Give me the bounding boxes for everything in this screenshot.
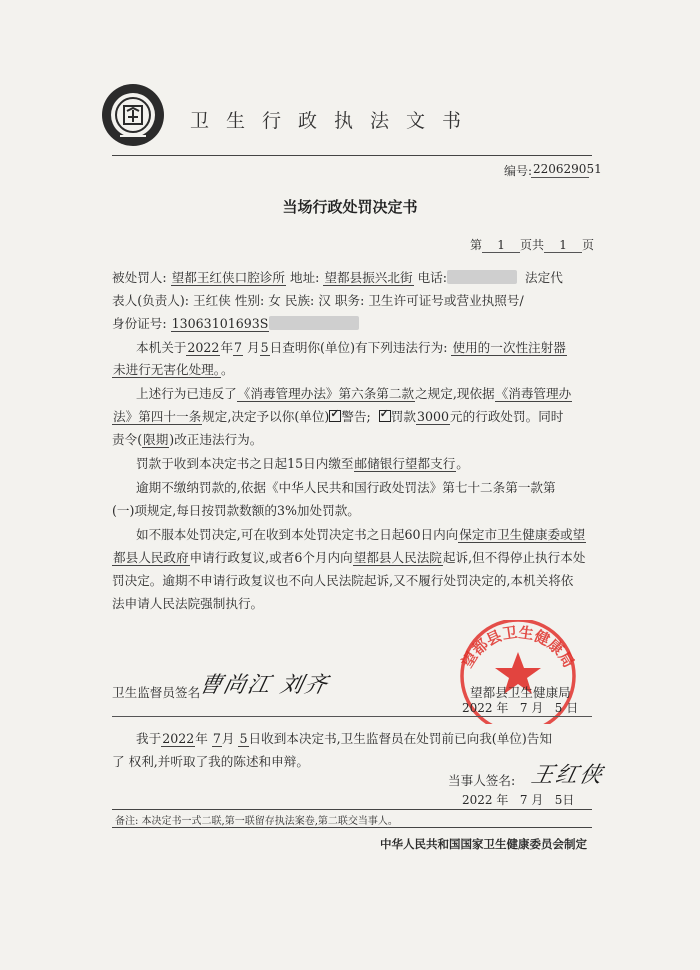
serial-underline [531,177,589,178]
respondent-address: 望都县振兴北街 [324,270,413,285]
redacted-phone [447,270,517,284]
receipt-date-year: 2022 [462,793,493,807]
p1-day: 5 [260,340,269,355]
p1-year: 2022 [187,340,220,355]
issue-month: 7 [519,701,528,715]
issue-year: 2022 [462,701,493,715]
fine-checkbox-icon [379,410,391,422]
fine-amount: 3000 [416,409,450,424]
violation-text-1: 使用的一次性注射器 [452,340,566,355]
p1-text-b: 年 [220,340,234,355]
paragraph-1-line-1 [136,337,567,356]
redacted-id-tail [269,316,359,330]
p1-text-c: 月 [247,340,260,355]
p2-text-d: 责令( [112,432,143,447]
legal-rep-details: 表人(负责人): 王红侠 性别: 女 民族: 汉 职务: [112,293,369,308]
violated-law: 《消毒管理办法》第六条第二款 [237,386,415,401]
paragraph-5-line-3: 罚决定。逾期不申请行政复议也不向人民法院起诉,又不履行处罚决定的,本机关将依 [112,573,574,588]
inspector-signature-label: 卫生监督员签名 [112,685,201,700]
paragraph-2-line-2 [112,406,563,425]
license-label: 卫生许可证号或营业执照号/ [368,293,524,308]
id-number: 13063101693S [171,316,269,331]
party-signature-label: 当事人签名: [448,773,516,788]
receipt-date-m: 月 [531,793,544,807]
respondent-line-2 [112,290,524,309]
party-signature: 王红侠 [528,763,607,788]
document-title: 当场行政处罚决定书 [282,198,418,216]
phone-label: 电话: [413,270,447,285]
paragraph-3 [136,453,469,472]
paragraph-5-line-1 [136,524,586,543]
p1-text-d: 日查明你(单位)有下列违法行为: [269,340,448,355]
note-rule-bottom [112,827,592,828]
paragraph-5-line-2 [112,547,585,566]
issue-date [462,699,578,716]
stamp-text: 望都县卫生健康局 [458,623,578,671]
receipt-text-d: 日收到本决定书,卫生监督员在处罚前已向我(单位)告知 [248,731,552,746]
receipt-date-d: 日 [562,793,575,807]
paragraph-1-line-2 [112,359,234,378]
warning-checkbox-icon [329,410,341,422]
receipt-line-2: 了 权利,并听取了我的陈述和申辩。 [112,754,309,769]
paragraph-2-line-3 [112,429,262,448]
note-text: 备注: 本决定书一式二联,第一联留存执法案卷,第二联交当事人。 [115,816,398,827]
penalty-law-b: 法》第四十一条 [113,409,202,424]
p5-text-c: 起诉,但不得停止执行本处 [442,550,586,565]
issuer-footer: 中华人民共和国国家卫生健康委员会制定 [380,837,587,851]
p2-text-b: 之规定,现依据 [415,386,495,401]
p2-text-c: 规定,决定予以你(单位) [202,409,330,424]
p5-text-b: 申请行政复议,或者6个月内向 [189,550,353,565]
receipt-text-b: 年 [195,731,208,746]
court-name: 望都县人民法院 [353,550,442,565]
respondent-label: 被处罚人: [112,270,171,285]
paging-middle: 页共 [520,238,545,252]
p1-end: 。 [221,362,234,377]
legal-rep-label: 法定代 [525,270,563,285]
total-pages: 1 [544,238,582,253]
p2-text-a: 上述行为已违反了 [136,386,237,401]
inspector-signature: 曹尚江 刘齐 [196,673,332,698]
p1-text-a: 本机关于 [136,340,187,355]
issue-d: 日 [566,701,579,715]
receipt-date [462,791,574,808]
paging-prefix: 第 [470,238,483,252]
receipt-line-1 [136,728,552,747]
receipt-date-day: 5 [554,793,563,807]
current-page: 1 [482,238,520,253]
review-authority-a: 保定市卫生健康委或望 [459,527,586,542]
serial-label: 编号: [504,164,533,178]
issuing-org: 望都县卫生健康局 [470,685,571,700]
receipt-text-c: 月 [221,731,235,746]
paragraph-2-line-1 [136,383,572,402]
paging-suffix: 页 [582,238,595,252]
national-health-commission-emblem-icon [100,82,166,148]
deadline-word: 限期 [143,432,169,447]
payment-bank: 邮储银行望都支行 [354,456,456,471]
section-divider [112,716,592,717]
respondent-name: 望都王红侠口腔诊所 [171,270,285,285]
receipt-day: 5 [239,731,248,746]
violation-text-2: 未进行无害化处理。 [113,362,221,377]
receipt-date-y: 年 [496,793,509,807]
respondent-line-1 [112,267,563,286]
header-title: 卫生行政执法文书 [190,110,479,132]
warning-label: 警告; [341,409,371,424]
id-label: 身份证号: [112,316,171,331]
note-rule-top [112,809,592,810]
serial-number: 220629051 [533,162,602,176]
fine-label: 罚款 [390,409,416,424]
header-rule [112,155,592,156]
receipt-year: 2022 [162,731,195,746]
fine-label-b: 元的行政处罚。同时 [450,409,564,424]
p3-text-a: 罚款于收到本决定书之日起15日内缴至 [136,456,354,471]
issue-y: 年 [496,701,509,715]
receipt-text-a: 我于 [136,731,162,746]
respondent-line-3 [112,313,359,332]
review-authority-b: 都县人民政府 [113,550,189,565]
address-label: 地址: [285,270,324,285]
p1-month: 7 [234,340,243,355]
receipt-month: 7 [212,731,221,746]
paragraph-4-line-2: (一)项规定,每日按罚款数额的3%加处罚款。 [112,503,360,518]
p5-text-a: 如不服本处罚决定,可在收到本处罚决定书之日起60日内向 [136,527,459,542]
paragraph-4-line-1: 逾期不缴纳罚款的,依据《中华人民共和国行政处罚法》第七十二条第一款第 [136,480,556,495]
p2-text-e: )改正违法行为。 [169,432,263,447]
page-indicator [470,236,594,253]
issue-day: 5 [554,701,563,715]
issue-m: 月 [531,701,544,715]
paragraph-5-line-4: 法申请人民法院强制执行。 [112,596,264,611]
receipt-date-month: 7 [519,793,528,807]
penalty-law-a: 《消毒管理办 [495,386,572,401]
p3-text-b: 。 [456,456,469,471]
